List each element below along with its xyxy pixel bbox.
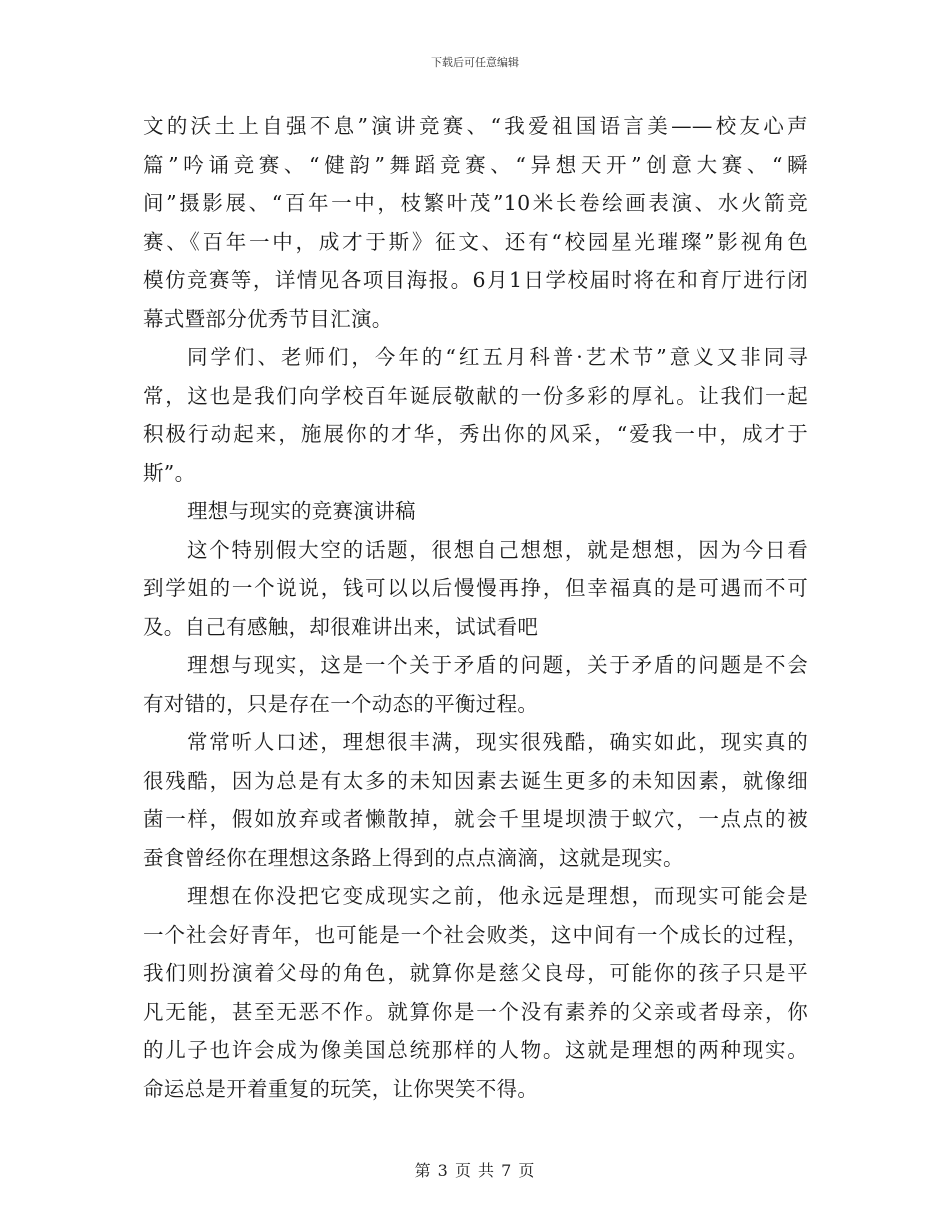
text-line: 斯”。 <box>143 460 196 485</box>
paragraph-start: 同学们、老师们，今年的“红五月科普·艺术节”意义又非同寻 <box>187 345 808 369</box>
text-line: 命运总是开着重复的玩笑，让你哭笑不得。 <box>143 1076 539 1101</box>
text-line: 幕式暨部分优秀节目汇演。 <box>143 306 393 331</box>
text-line: 积极行动起来，施展你的才华，秀出你的风采，“爱我一中，成才于 <box>143 422 808 446</box>
paragraph-start: 理想与现实，这是一个关于矛盾的问题，关于矛盾的问题是不会 <box>187 653 808 677</box>
text-line: 赛、《百年一中，成才于斯》征文、还有“校园星光璀璨”影视角色 <box>143 229 808 254</box>
text-line: 菌一样，假如放弃或者懒散掉，就会千里堤坝溃于蚁穴，一点点的被 <box>143 807 808 831</box>
text-line: 到学姐的一个说说，钱可以以后慢慢再挣，但幸福真的是可遇而不可 <box>143 576 808 600</box>
text-line: 我们则扮演着父母的角色，就算你是慈父良母，可能你的孩子只是平 <box>143 961 808 985</box>
text-line: 模仿竞赛等，详情见各项目海报。6月1日学校届时将在和育厅进行闭 <box>143 268 808 292</box>
text-line: 及。自己有感触，却很难讲出来，试试看吧 <box>143 614 539 639</box>
text-line: 篇”吟诵竞赛、“健韵”舞蹈竞赛、“异想天开”创意大赛、“瞬 <box>143 152 808 177</box>
text-line: 常，这也是我们向学校百年诞辰敬献的一份多彩的厚礼。让我们一起 <box>143 383 808 408</box>
text-line: 蚕食曾经你在理想这条路上得到的点点滴滴，这就是现实。 <box>143 845 684 870</box>
text-line: 凡无能，甚至无恶不作。就算你是一个没有素养的父亲或者母亲，你 <box>143 999 808 1024</box>
paragraph-start: 常常听人口述，理想很丰满，现实很残酷，确实如此，现实真的 <box>187 730 808 754</box>
page-number: 第 3 页 共 7 页 <box>414 1161 536 1180</box>
text-line: 一个社会好青年，也可能是一个社会败类，这中间有一个成长的过程， <box>143 922 808 947</box>
paragraph-start: 这个特别假大空的话题，很想自己想想，就是想想，因为今日看 <box>187 537 808 562</box>
section-heading: 理想与现实的竞赛演讲稿 <box>187 499 416 523</box>
paragraph-start: 理想在你没把它变成现实之前，他永远是理想，而现实可能会是 <box>187 884 808 908</box>
text-line: 的儿子也许会成为像美国总统那样的人物。这就是理想的两种现实。 <box>143 1038 808 1062</box>
text-line: 文的沃土上自强不息”演讲竞赛、“我爱祖国语言美——校友心声 <box>143 114 808 138</box>
text-line: 有对错的，只是存在一个动态的平衡过程。 <box>143 691 539 716</box>
document-body <box>143 107 808 1108</box>
page-header: 下载后可任意编辑 <box>431 56 519 69</box>
text-line: 间”摄影展、“百年一中，枝繁叶茂”10米长卷绘画表演、水火箭竞 <box>143 191 808 215</box>
text-line: 很残酷，因为总是有太多的未知因素去诞生更多的未知因素，就像细 <box>143 768 808 793</box>
